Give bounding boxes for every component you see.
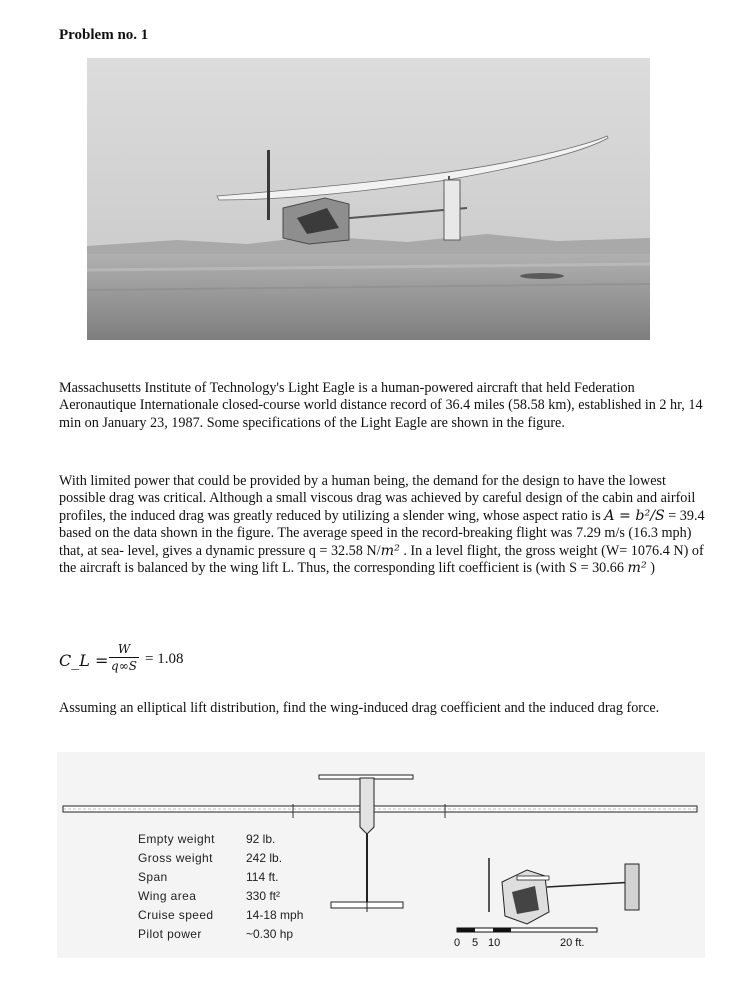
- formula-denominator: q∞S: [111, 659, 137, 673]
- scale-tick-label: 5: [472, 937, 479, 949]
- formula-lhs: C_L =: [59, 651, 109, 670]
- aspect-ratio-expression: A = b²/S: [604, 507, 665, 524]
- spec-row: [138, 889, 303, 908]
- scale-tick-label: 10: [488, 937, 501, 949]
- specifications-table: [138, 832, 303, 946]
- spec-value: 242 lb.: [246, 851, 283, 865]
- spec-label: Wing area: [138, 889, 197, 903]
- spec-value: 330 ft²: [246, 889, 281, 903]
- spec-value: 114 ft.: [246, 870, 279, 884]
- formula-numerator: W: [109, 642, 139, 658]
- spec-row: [138, 927, 303, 946]
- spec-value: ~0.30 hp: [246, 927, 294, 941]
- spec-row: [138, 851, 303, 870]
- spec-row: [138, 908, 303, 927]
- spec-value: 92 lb.: [246, 832, 276, 846]
- scale-tick-label: 0: [454, 937, 461, 949]
- spec-value: 14-18 mph: [246, 908, 304, 922]
- formula-result: = 1.08: [145, 651, 184, 667]
- intro-paragraph: Massachusetts Institute of Technology's Light Eagle is a human-powered aircraft that held Federation Aeronautique Internationale closed-course world distance record of 36.4 miles (58.58 km), established in 2 hr, 14 min on January 23, 1987. Some specifications of the Light Eagle are shown in the figure.: [59, 380, 703, 431]
- spec-label: Span: [138, 870, 168, 884]
- design-paragraph: With limited power that could be provided by a human being, the demand for the design to have the lowest possible drag was critical. Although a small viscous drag was achieved by careful design of the cabin and airfoil profiles, the induced drag was greatly reduced by utilizing a slender wing, whose aspect ratio is A = b²/S = 39.4 based on the data shown in the figure. The average speed in the record-breaking flight was 7.29 m/s (16.3 mph) that, at sea- level, gives a dynamic pressure q = 32.58 N/m² . In a level flight, the gross weight (W= 1076.4 N) of the aircraft is balanced by the wing lift L. Thus, the corresponding lift coefficient is (with S = 30.66 m² ): [59, 473, 705, 577]
- spec-label: Gross weight: [138, 851, 213, 865]
- spec-label: Cruise speed: [138, 908, 214, 922]
- pressure-unit: m²: [380, 542, 400, 559]
- question-paragraph: Assuming an elliptical lift distribution, find the wing-induced drag coefficient and the induced drag force.: [59, 700, 660, 716]
- area-unit: m²: [627, 560, 647, 577]
- aircraft-photo-image: [87, 58, 650, 340]
- scale-tick-label: 20 ft.: [560, 937, 585, 949]
- spec-label: Empty weight: [138, 832, 215, 846]
- formula-fraction: [109, 642, 139, 673]
- aircraft-photo: [87, 58, 650, 340]
- spec-row: [138, 870, 303, 889]
- problem-title: Problem no. 1: [59, 27, 149, 43]
- spec-label: Pilot power: [138, 927, 202, 941]
- spec-row: [138, 832, 303, 851]
